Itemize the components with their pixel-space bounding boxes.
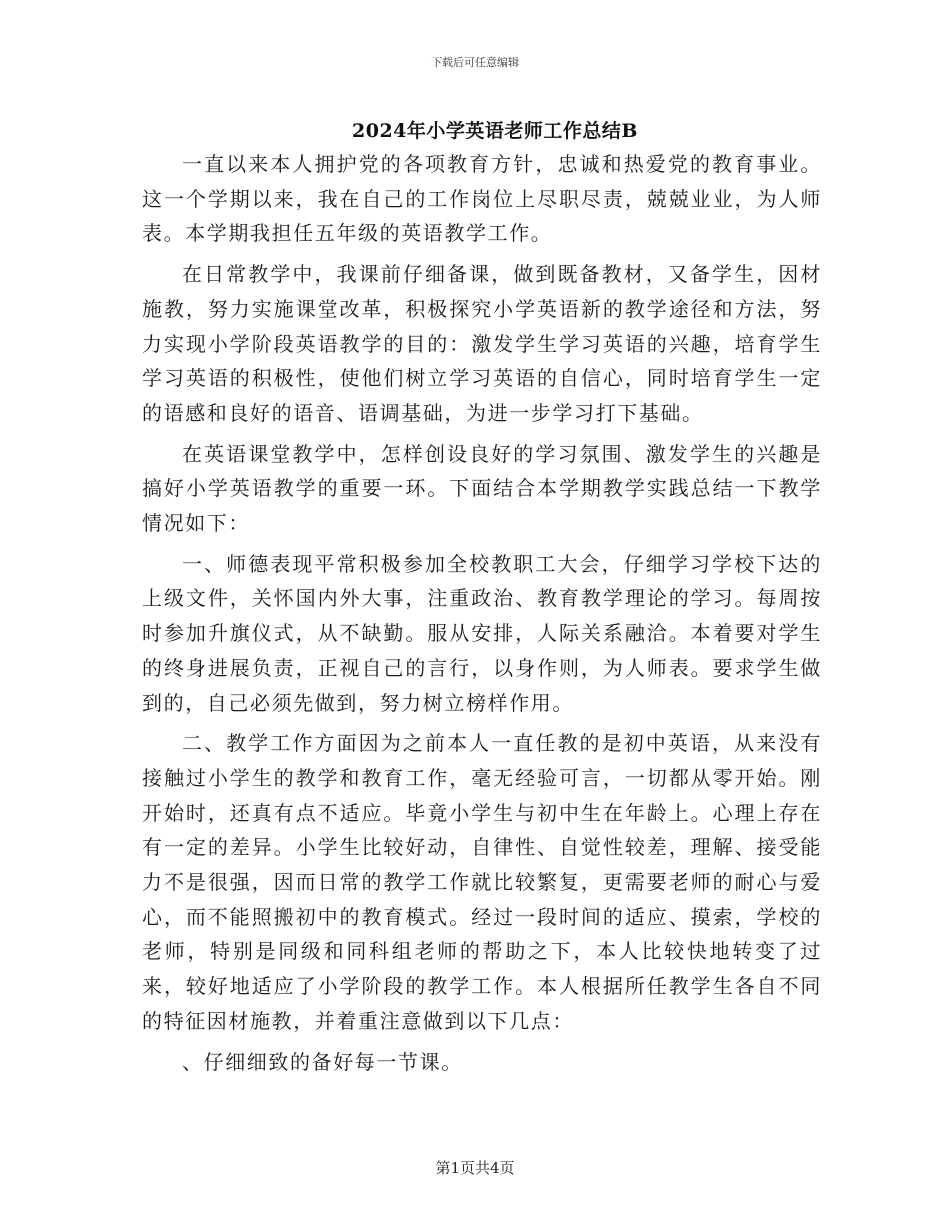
paragraph: 、仔细细致的备好每一节课。 [182, 1049, 463, 1074]
paragraph: 在英语课堂教学中，怎样创设良好的学习氛围、激发学生的兴趣是搞好小学英语教学的重要一环。下面结合本学期教学实践总结一下教学情况如下： [142, 441, 822, 536]
paragraph: 在日常教学中，我课前仔细备课，做到既备教材，又备学生，因材施教，努力实施课堂改革，积极探究小学英语新的教学途径和方法，努力实现小学阶段英语教学的目的：激发学生学习英语的兴趣，培育学生学习英语的积极性，使他们树立学习英语的自信心，同时培育学生一定的语感和良好的语音、语调基础，为进一步学习打下基础。 [142, 262, 822, 425]
paragraph: 一直以来本人拥护党的各项教育方针，忠诚和热爱党的教育事业。这一个学期以来，我在自己的工作岗位上尽职尽责，兢兢业业，为人师表。本学期我担任五年级的英语教学工作。 [142, 152, 822, 246]
paragraph: 二、教学工作方面因为之前本人一直任教的是初中英语，从来没有接触过小学生的教学和教育工作，毫无经验可言，一切都从零开始。刚开始时，还真有点不适应。毕竟小学生与初中生在年龄上。心理上存在有一定的差异。小学生比较好动，自律性、自觉性较差，理解、接受能力不是很强，因而日常的教学工作就比较繁复，更需要老师的耐心与爱心，而不能照搬初中的教育模式。经过一段时间的适应、摸索，学校的老师，特别是同级和同科组老师的帮助之下，本人比较快地转变了过来，较好地适应了小学阶段的教学工作。本人根据所任教学生各自不同的特征因材施教，并着重注意做到以下几点： [142, 731, 822, 1033]
page-number: 第1页共4页 [435, 1159, 515, 1177]
document-body [142, 147, 822, 1085]
paragraph: 一、师德表现平常积极参加全校教职工大会，仔细学习学校下达的上级文件，关怀国内外大事，注重政治、教育教学理论的学习。每周按时参加升旗仪式，从不缺勤。服从安排，人际关系融洽。本着要对学生的终身进展负责，正视自己的言行，以身作则，为人师表。要求学生做到的，自己必须先做到，努力树立榜样作用。 [142, 551, 822, 715]
document-title: 2024年小学英语老师工作总结B [352, 120, 638, 142]
header-note: 下载后可任意编辑 [431, 56, 519, 69]
